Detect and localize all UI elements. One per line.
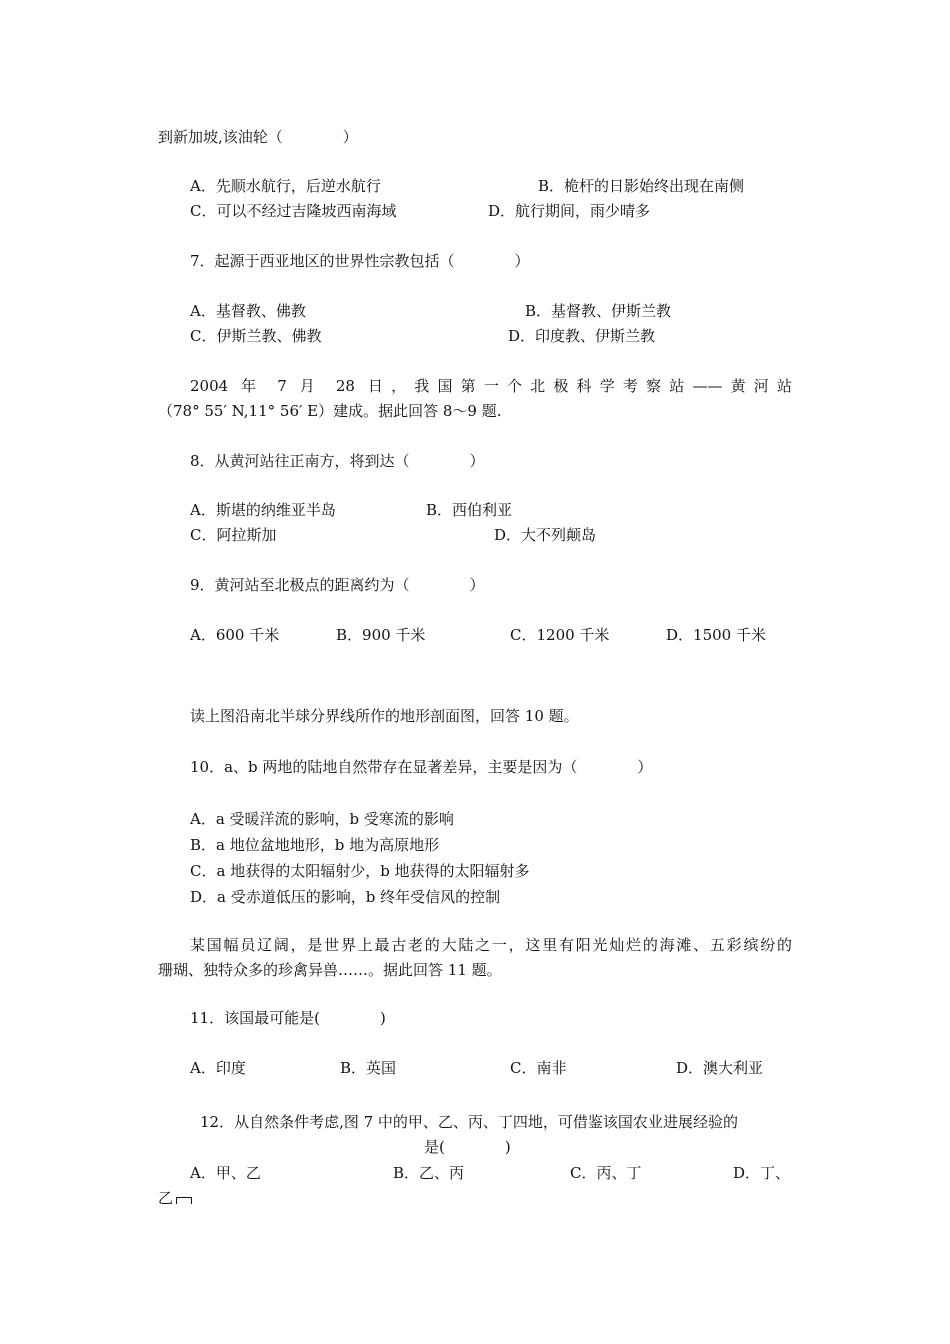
q9-option-a: A．600 千米: [190, 626, 280, 644]
intro-10: 读上图沿南北半球分界线所作的地形剖面图，回答 10 题。: [190, 707, 579, 725]
q11-option-c: C．南非: [510, 1059, 567, 1077]
q8-option-b: B．西伯利亚: [426, 501, 513, 519]
q6-option-d: D．航行期间，雨少晴多: [488, 202, 651, 220]
q9-option-d: D．1500 千米: [666, 626, 766, 644]
q6-option-b: B．桅杆的日影始终出现在南侧: [538, 177, 745, 195]
q10-option-d: D．a 受赤道低压的影响，b 终年受信风的控制: [190, 888, 501, 906]
q7-option-c: C．伊斯兰教、佛教: [190, 327, 322, 345]
q12-stem-line1: 12．从自然条件考虑,图 7 中的甲、乙、丙、丁四地，可借鉴该国农业进展经验的: [200, 1113, 738, 1131]
q7-option-d: D．印度教、伊斯兰教: [508, 327, 656, 345]
q8-stem: 8．从黄河站往正南方，将到达（ ）: [190, 452, 485, 470]
q12-option-b: B．乙、丙: [393, 1164, 465, 1182]
q9-option-c: C．1200 千米: [510, 626, 610, 644]
q9-option-b: B．900 千米: [336, 626, 426, 644]
q12-option-d: D．丁、: [733, 1164, 791, 1182]
q11-option-d: D．澳大利亚: [676, 1059, 764, 1077]
q8-option-a: A．斯堪的纳维亚半岛: [190, 501, 336, 519]
q12-option-d-wrap: 乙: [158, 1189, 174, 1207]
q10-option-c: C．a 地获得的太阳辐射少，b 地获得的太阳辐射多: [190, 862, 530, 880]
q11-option-b: B．英国: [340, 1059, 397, 1077]
q12-option-a: A．甲、乙: [190, 1164, 261, 1182]
q11-option-a: A．印度: [190, 1059, 246, 1077]
q8-option-c: C．阿拉斯加: [190, 526, 277, 544]
q6-option-a: A．先顺水航行，后逆水航行: [190, 177, 381, 195]
q10-option-b: B．a 地位盆地地形，b 地为高原地形: [190, 836, 440, 854]
intro-8-9-line1: 2004 年 7 月 28 日，我国第一个北极科学考察站——黄河站: [190, 377, 792, 395]
intro-11-line1: 某国幅员辽阔，是世界上最古老的大陆之一，这里有阳光灿烂的海滩、五彩缤纷的: [190, 936, 792, 954]
q10-option-a: A．a 受暖洋流的影响，b 受寒流的影响: [190, 810, 454, 828]
q9-stem: 9．黄河站至北极点的距离约为（ ）: [190, 576, 485, 594]
q7-option-b: B．基督教、伊斯兰教: [525, 302, 672, 320]
q6-stem-tail: 到新加坡,该油轮（ ）: [158, 128, 358, 146]
q12-option-c: C．丙、丁: [570, 1164, 642, 1182]
answer-blank-mark: [176, 1197, 192, 1204]
intro-11-line2: 珊瑚、独特众多的珍禽异兽……。据此回答 11 题。: [158, 961, 502, 979]
q11-stem: 11．该国最可能是( ): [190, 1009, 386, 1027]
q10-stem: 10．a、b 两地的陆地自然带存在显著差异，主要是因为（ ）: [190, 758, 653, 776]
q8-option-d: D．大不列颠岛: [494, 526, 597, 544]
q7-stem: 7．起源于西亚地区的世界性宗教包括（ ）: [190, 252, 530, 270]
q12-stem-line2: 是( ): [424, 1138, 511, 1156]
q6-option-c: C．可以不经过吉隆坡西南海域: [190, 202, 397, 220]
q7-option-a: A．基督教、佛教: [190, 302, 306, 320]
intro-8-9-line2: （78° 55′ N,11° 56′ E）建成。据此回答 8～9 题.: [158, 402, 502, 420]
